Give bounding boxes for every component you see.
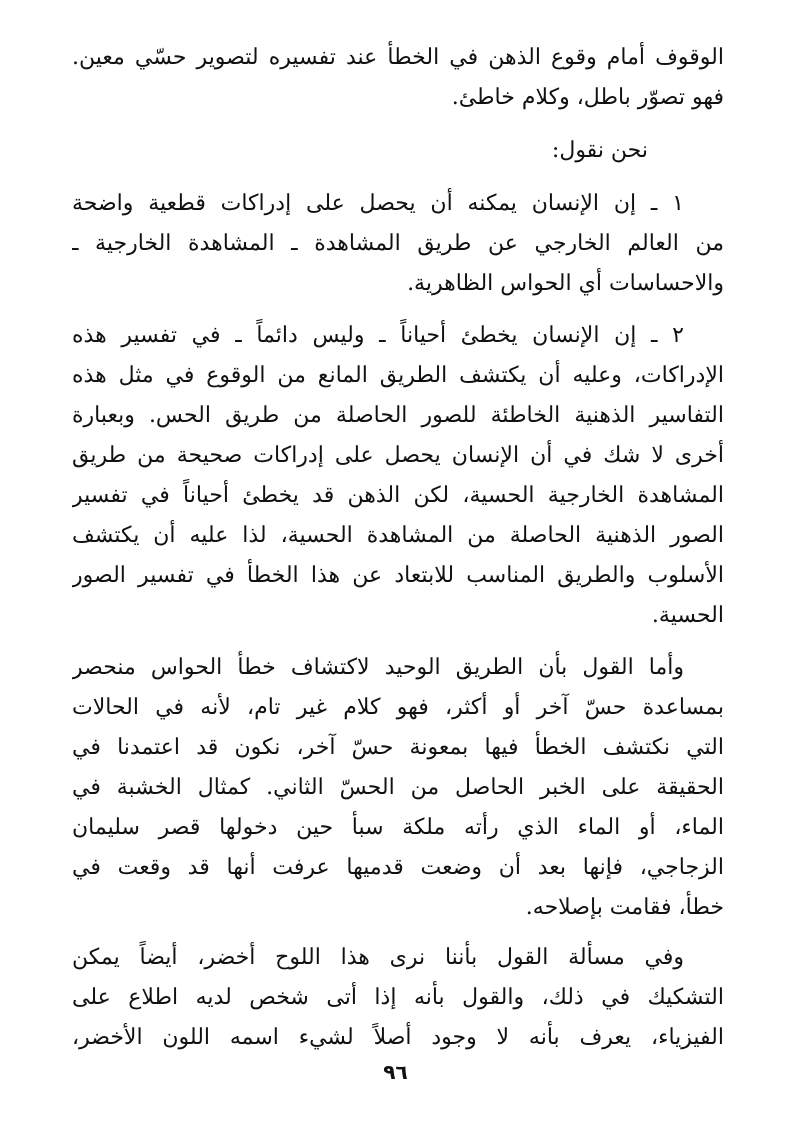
text-line: الإدراكات، وعليه أن يكتشف الطريق المانع من الوقوع في مثل هذه [72,363,724,388]
text-line: الماء، أو الماء الذي رأته ملكة سبأ حين دخولها قصر سليمان [72,815,724,840]
text-line: خطأ، فقامت بإصلاحه. [525,895,724,920]
text-line: الحسية. [651,603,724,628]
text-line: بمساعدة حسّ آخر أو أكثر، فهو كلام غير تام، لأنه في الحالات [72,695,724,720]
text-line: المشاهدة الخارجية الحسية، لكن الذهن قد يخطئ أحياناً في تفسير [72,483,724,508]
text-line: الحقيقة على الخبر الحاصل من الحسّ الثاني. كمثال الخشبة في [72,775,724,800]
text-line: الفيزياء، يعرف بأنه لا وجود أصلاً لشيء اسمه اللون الأخضر، [72,1025,724,1050]
text-line: الأسلوب والطريق المناسب للابتعاد عن هذا الخطأ في تفسير الصور [72,563,724,588]
text-line: فهو تصوّر باطل، وكلام خاطئ. [451,85,724,110]
page-number: ٩٦ [383,1060,408,1084]
document-page [72,38,724,1078]
text-line: وفي مسألة القول بأننا نرى هذا اللوح أخضر، أيضاً يمكن [72,945,684,970]
text-line: وأما القول بأن الطريق الوحيد لاكتشاف خطأ الحواس منحصر [72,655,684,680]
text-line: من العالم الخارجي عن طريق المشاهدة ـ المشاهدة الخارجية ـ [72,231,724,256]
text-line: التشكيك في ذلك، والقول بأنه إذا أتى شخص لديه اطلاع على [72,985,724,1010]
text-line: الزجاجي، فإنها بعد أن وضعت قدميها عرفت أنها قد وقعت في [72,855,724,880]
text-line: نحن نقول: [551,138,648,163]
text-line: التفاسير الذهنية الخاطئة للصور الحاصلة من طريق الحس. وبعبارة [72,403,724,428]
text-line: ١ ـ إن الإنسان يمكنه أن يحصل على إدراكات قطعية واضحة [72,191,684,216]
text-line: الصور الذهنية الحاصلة من المشاهدة الحسية، لذا عليه أن يكتشف [72,523,724,548]
text-line: أخرى لا شك في أن الإنسان يحصل على إدراكات صحيحة من طريق [72,443,724,468]
text-line: التي نكتشف الخطأ فيها بمعونة حسّ آخر، نكون قد اعتمدنا في [72,735,724,760]
text-line: ٢ ـ إن الإنسان يخطئ أحياناً ـ وليس دائماً ـ في تفسير هذه [72,323,684,348]
text-line: والاحساسات أي الحواس الظاهرية. [407,271,724,296]
text-line: الوقوف أمام وقوع الذهن في الخطأ عند تفسيره لتصوير حسّي معين. [72,45,724,70]
